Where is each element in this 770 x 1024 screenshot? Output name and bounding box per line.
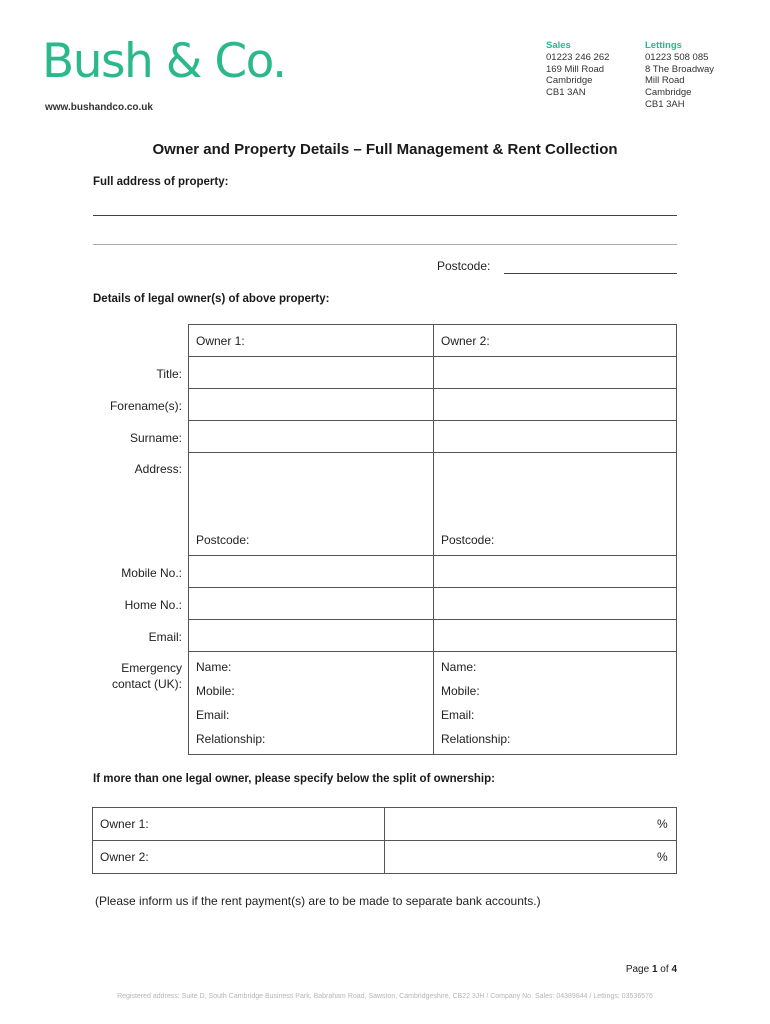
address-label: Address:: [134, 462, 182, 476]
email-label: Email:: [148, 630, 182, 644]
owner-2-email-field[interactable]: [434, 620, 676, 651]
owner-2-emergency-email[interactable]: Email:: [441, 708, 475, 722]
owner-2-address-postcode-label: Postcode:: [441, 533, 495, 547]
bank-account-note: (Please inform us if the rent payment(s) are to be made to separate bank accounts.): [95, 894, 541, 908]
page-number: [626, 964, 677, 975]
split-owner-2-percent-symbol: %: [657, 850, 668, 864]
owners-label: Details of legal owner(s) of above property:: [93, 293, 330, 305]
owner-1-surname-field[interactable]: [189, 421, 433, 452]
owner-1-title-field[interactable]: [189, 357, 433, 388]
owner-2-emergency-name[interactable]: Name:: [441, 660, 477, 674]
registered-address-footer: Registered address: Suite D, South Cambridge Business Park, Babraham Road, Sawston, Cambridgeshire, CB22 3JH / Company No. Sales: 04389844 / Lettings: 03536576: [117, 993, 653, 1000]
surname-label: Surname:: [129, 431, 182, 445]
owner-2-emergency-relationship[interactable]: Relationship:: [441, 732, 511, 746]
lettings-heading: Lettings: [645, 40, 682, 51]
owner-2-address-field[interactable]: [434, 453, 676, 523]
owner-2-home-field[interactable]: [434, 588, 676, 619]
emergency-label-line1: Emergency: [121, 661, 182, 675]
owner-2-forename-field[interactable]: [434, 389, 676, 420]
split-label: If more than one legal owner, please specify below the split of ownership:: [93, 773, 495, 785]
owner-2-header: Owner 2:: [441, 334, 490, 348]
table-row-divider: [188, 651, 677, 652]
page-total: 4: [671, 964, 677, 975]
property-postcode-label: Postcode:: [437, 259, 491, 273]
property-address-line-1[interactable]: [93, 215, 677, 216]
sales-address-line: CB1 3AN: [546, 87, 586, 99]
split-owner-1-percent-field[interactable]: [385, 808, 655, 840]
document-title: Owner and Property Details – Full Management & Rent Collection: [152, 141, 618, 158]
forename-label: Forename(s):: [109, 399, 182, 413]
sales-address-line: Cambridge: [546, 75, 593, 87]
home-label: Home No.:: [124, 598, 182, 612]
split-owner-2-label: Owner 2:: [100, 850, 149, 864]
owner-1-mobile-field[interactable]: [189, 556, 433, 587]
emergency-label-line2: contact (UK):: [111, 677, 182, 691]
page-prefix: Page: [625, 964, 652, 975]
page-of: of: [657, 964, 672, 975]
mobile-label: Mobile No.:: [121, 566, 182, 580]
split-owner-1-percent-symbol: %: [657, 817, 668, 831]
lettings-address-line: 8 The Broadway: [645, 63, 715, 75]
company-logo: Bush & Co.: [42, 34, 286, 89]
website-url[interactable]: www.bushandco.co.uk: [45, 102, 153, 113]
owner-1-header: Owner 1:: [196, 334, 245, 348]
title-label: Title:: [156, 367, 182, 381]
property-address-line-2[interactable]: [93, 244, 677, 245]
owner-1-email-field[interactable]: [189, 620, 433, 651]
owner-2-title-field[interactable]: [434, 357, 676, 388]
sales-heading: Sales: [546, 40, 571, 51]
lettings-phone: 01223 508 085: [645, 51, 709, 63]
owner-1-emergency-name[interactable]: Name:: [196, 660, 232, 674]
lettings-address-line: Mill Road: [645, 75, 685, 87]
owner-1-forename-field[interactable]: [189, 389, 433, 420]
owner-1-home-field[interactable]: [189, 588, 433, 619]
sales-phone: 01223 246 262: [546, 51, 610, 63]
owner-1-emergency-mobile[interactable]: Mobile:: [196, 684, 235, 698]
owner-1-emergency-relationship[interactable]: Relationship:: [196, 732, 266, 746]
owner-1-address-field[interactable]: [189, 453, 433, 523]
split-owner-2-percent-field[interactable]: [385, 841, 655, 873]
lettings-office: [645, 40, 714, 111]
owner-2-surname-field[interactable]: [434, 421, 676, 452]
sales-office: [546, 40, 609, 99]
page-current: 1: [651, 964, 658, 975]
owner-2-emergency-mobile[interactable]: Mobile:: [441, 684, 480, 698]
property-postcode-line[interactable]: [504, 273, 677, 274]
sales-address-line: 169 Mill Road: [546, 63, 605, 75]
split-owner-1-label: Owner 1:: [100, 817, 149, 831]
owner-1-address-postcode-label: Postcode:: [196, 533, 250, 547]
owner-2-mobile-field[interactable]: [434, 556, 676, 587]
owner-1-emergency-email[interactable]: Email:: [196, 708, 230, 722]
property-address-label: Full address of property:: [93, 176, 229, 188]
lettings-address-line: CB1 3AH: [645, 98, 685, 110]
lettings-address-line: Cambridge: [645, 87, 692, 99]
